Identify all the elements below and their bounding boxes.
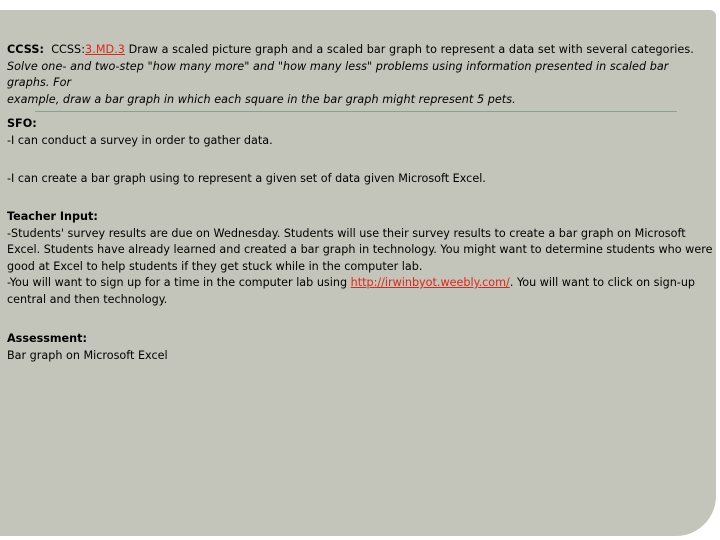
ccss-text-1: Draw a scaled picture graph and a scaled bar graph to represent a data set with several categories. xyxy=(124,43,694,56)
teacher-input-line-4-before: -You will want to sign up for a time in the computer lab using xyxy=(7,276,351,289)
teacher-input-line-5: central and then technology. xyxy=(7,292,168,306)
ccss-label: CCSS: xyxy=(7,43,44,56)
teacher-input-line-4-after: . You will want to click on sign-up xyxy=(509,276,696,289)
ccss-text-2: Solve one- and two-step "how many more" and "how many less" problems using information presented in scaled bar graphs. For xyxy=(7,59,669,89)
ccss-prefix: CCSS: xyxy=(51,43,86,56)
teacher-input-line-3: good at Excel to help students if they get stuck while in the computer lab. xyxy=(7,259,423,273)
ccss-line-1 xyxy=(7,42,713,59)
assessment-text: Bar graph on Microsoft Excel xyxy=(7,348,168,362)
computer-lab-link[interactable]: http://irwinbyot.weebly.com/ xyxy=(350,276,510,289)
sfo-heading: SFO: xyxy=(7,117,37,130)
sfo-line-2: -I can create a bar graph using to represent a given set of data given Microsoft Excel. xyxy=(7,172,486,185)
assessment-heading: Assessment: xyxy=(7,332,87,345)
ccss-text-3: example, draw a bar graph in which each square in the bar graph might represent 5 pets. xyxy=(7,92,516,106)
teacher-input-line-4 xyxy=(7,275,713,292)
ccss-code-link[interactable]: 3.MD.3 xyxy=(85,43,125,56)
ccss-section xyxy=(7,42,713,108)
sfo-section xyxy=(7,116,713,149)
divider-line xyxy=(35,111,677,112)
assessment-section xyxy=(7,331,713,364)
teacher-input-line-2: Excel. Students have already learned and created a bar graph in technology. You might want to determine students who were xyxy=(7,243,713,256)
sfo-line-2-block xyxy=(7,171,713,188)
teacher-input-section xyxy=(7,209,713,308)
teacher-input-line-1: -Students' survey results are due on Wednesday. Students will use their survey results to create a bar graph on Microsoft xyxy=(7,226,686,240)
teacher-input-heading: Teacher Input: xyxy=(7,210,98,223)
sfo-line-1: -I can conduct a survey in order to gather data. xyxy=(7,133,273,147)
